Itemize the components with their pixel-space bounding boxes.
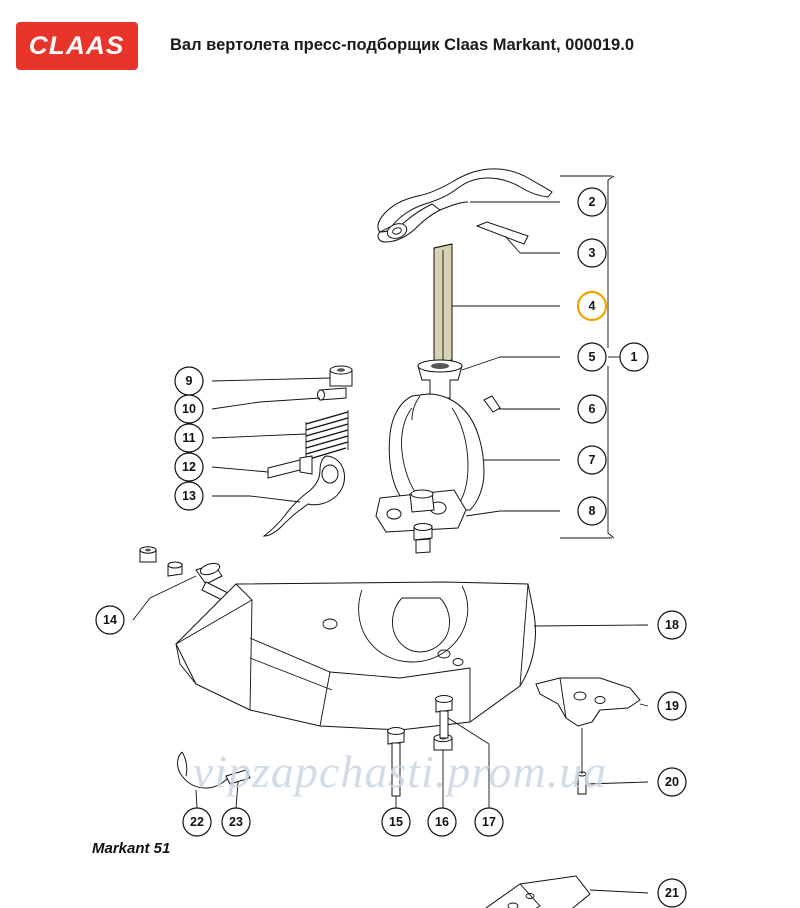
part-15-bolt [388,728,405,809]
part-21-blade [452,876,648,908]
callout-23[interactable] [222,808,250,836]
callout-15[interactable] [382,808,410,836]
callout-6[interactable] [578,395,606,423]
callout-3[interactable] [578,239,606,267]
callout-12-label: 12 [182,460,196,474]
callout-2-label: 2 [588,195,596,209]
part-9-washer [212,366,352,386]
callout-5[interactable] [578,343,606,371]
callout-14[interactable] [96,606,124,634]
callout-20[interactable] [658,768,686,796]
callout-22-label: 22 [190,815,204,829]
part-3-roll-pin [477,222,560,253]
callout-15-label: 15 [389,815,403,829]
callout-20-label: 20 [665,775,679,789]
callout-21[interactable] [658,879,686,907]
callout-9-label: 9 [185,374,193,388]
callout-16-label: 16 [435,815,449,829]
callout-4-label: 4 [588,299,596,313]
callout-1-label: 1 [630,350,638,364]
part-5-bushing [418,357,560,398]
callout-17-label: 17 [482,815,496,829]
callout-2[interactable] [578,188,606,216]
callout-12[interactable] [175,453,203,481]
part-20-pin [578,728,648,794]
part-11-spring [212,410,348,462]
part-22-wire-clip [178,752,229,808]
part-23-pin [226,770,250,808]
callout-8-label: 8 [588,504,596,518]
claas-logo [16,22,138,70]
callout-9[interactable] [175,367,203,395]
callout-18-label: 18 [665,618,679,632]
watermark: vipzapchasti.prom.ua [192,746,608,797]
callout-11[interactable] [175,424,203,452]
callout-19[interactable] [658,692,686,720]
part-2-lever-arm [378,169,560,242]
page-title: Вал вертолета пресс-подборщик Claas Markant, 000019.0 [170,36,634,54]
part-12-bolt [212,456,312,478]
part-19-bracket [536,678,648,726]
callout-18[interactable] [658,611,686,639]
part-4-shaft [434,244,560,364]
callout-8[interactable] [578,497,606,525]
callout-13[interactable] [175,482,203,510]
callout-22[interactable] [183,808,211,836]
parts-diagram-svg [0,78,800,908]
callout-19-label: 19 [665,699,679,713]
callout-3-label: 3 [588,246,596,260]
callout-21-label: 21 [665,886,679,900]
callout-23-label: 23 [229,815,243,829]
callout-7[interactable] [578,446,606,474]
part-hardware-small [140,547,182,576]
parts-diagram [0,78,800,908]
callout-6-label: 6 [588,402,596,416]
claas-logo-text: CLAAS [29,31,125,60]
callout-7-label: 7 [588,453,596,467]
callout-10[interactable] [175,395,203,423]
model-label: Markant 51 [92,840,171,857]
callout-1[interactable] [620,343,648,371]
callout-10-label: 10 [182,402,196,416]
callout-5-label: 5 [588,350,596,364]
part-16-washer [434,734,452,808]
part-10-sleeve [212,388,346,409]
callout-17[interactable] [475,808,503,836]
callout-14-label: 14 [103,613,117,627]
callout-4[interactable] [578,292,606,320]
callout-13-label: 13 [182,489,196,503]
part-6-pin [484,396,560,412]
callout-16[interactable] [428,808,456,836]
callout-11-label: 11 [182,431,196,445]
